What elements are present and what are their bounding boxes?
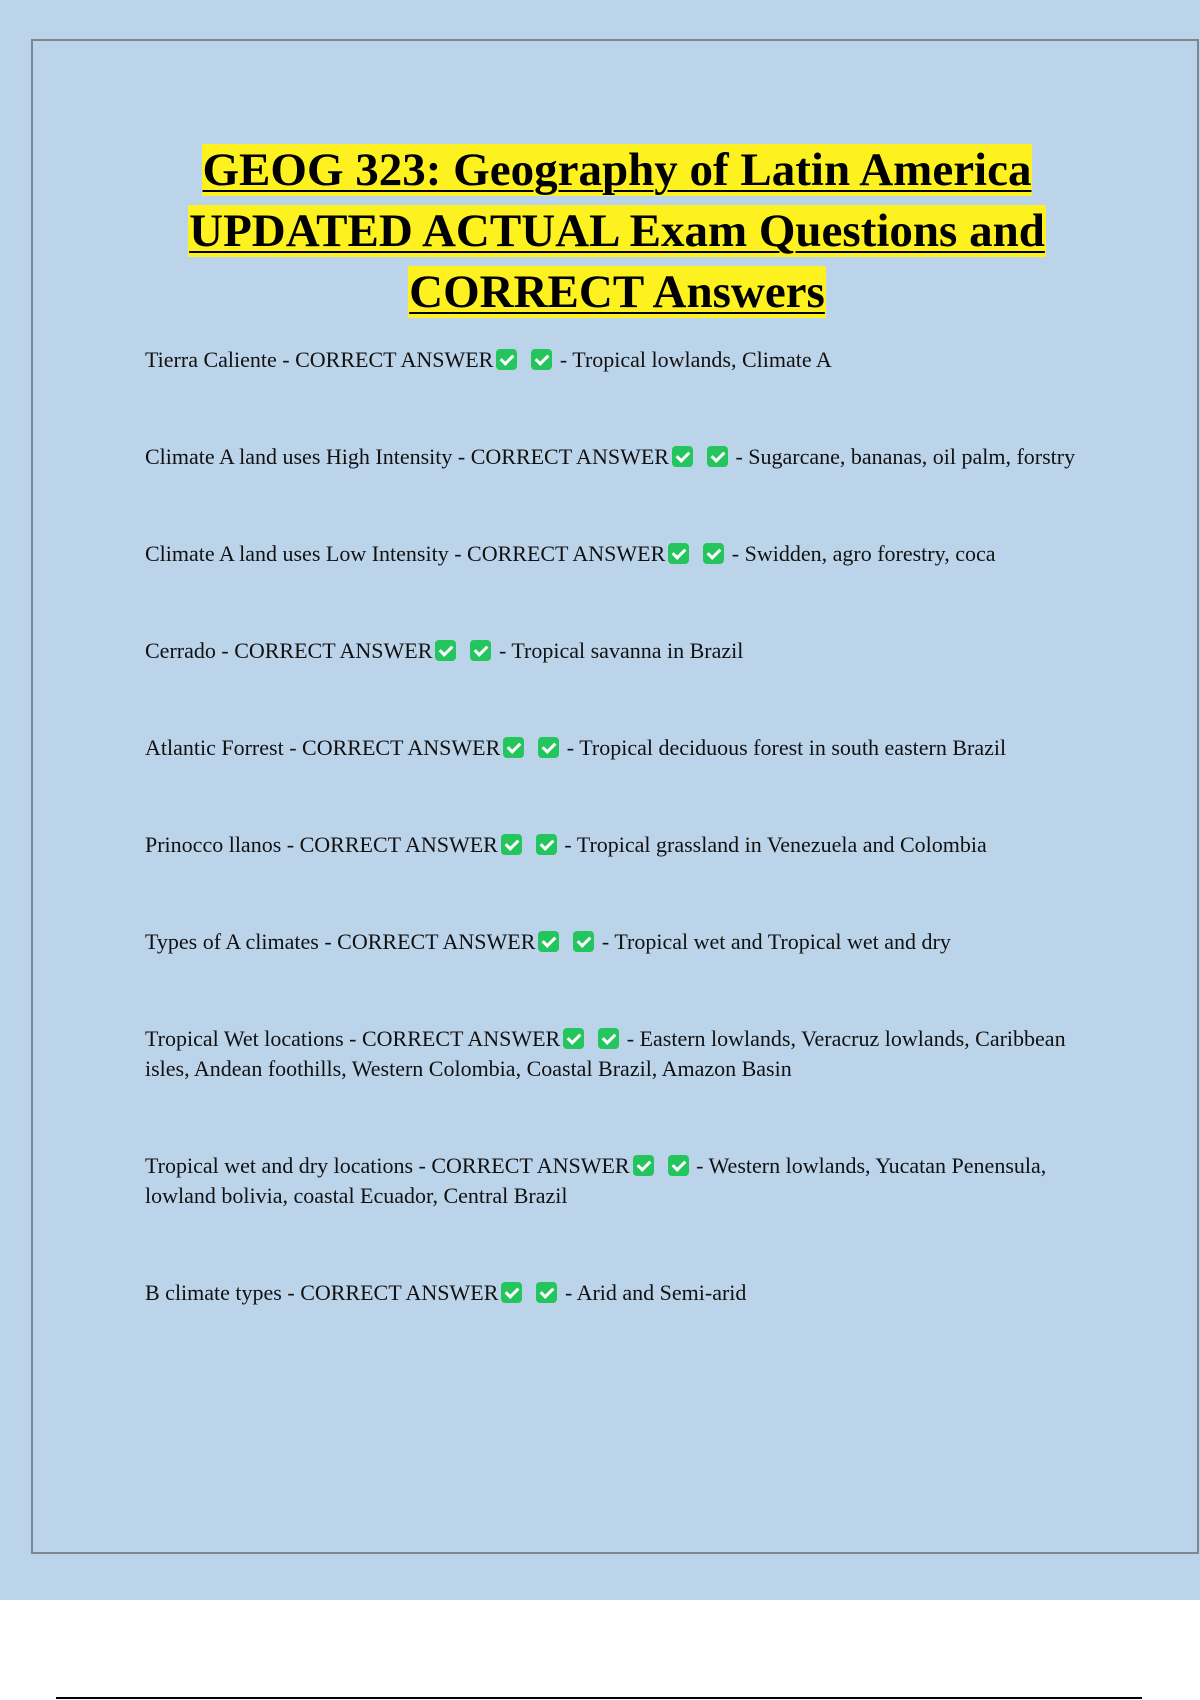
bottom-rule bbox=[56, 1697, 1142, 1699]
correct-answer-marker: CORRECT ANSWER bbox=[467, 541, 666, 566]
correct-answer-marker: CORRECT ANSWER bbox=[300, 1280, 499, 1305]
check-icon bbox=[573, 931, 594, 952]
document-title bbox=[0, 140, 1200, 323]
check-icon bbox=[503, 737, 524, 758]
qa-list bbox=[145, 345, 1095, 1308]
qa-term: Tropical Wet locations bbox=[145, 1026, 344, 1051]
qa-item: Climate A land uses Low Intensity - CORRECT ANSWER - Swidden, agro forestry, coca bbox=[145, 541, 996, 566]
title-line-3: CORRECT Answers bbox=[409, 266, 825, 318]
qa-item: Prinocco llanos - CORRECT ANSWER - Tropical grassland in Venezuela and Colombia bbox=[145, 832, 987, 857]
check-icon bbox=[501, 1282, 522, 1303]
qa-term: Prinocco llanos bbox=[145, 832, 282, 857]
check-icon bbox=[672, 446, 693, 467]
check-icon bbox=[668, 1155, 689, 1176]
qa-answer: Swidden, agro forestry, coca bbox=[744, 541, 996, 566]
check-icon bbox=[633, 1155, 654, 1176]
check-icon bbox=[501, 834, 522, 855]
qa-item: Cerrado - CORRECT ANSWER - Tropical savanna in Brazil bbox=[145, 638, 744, 663]
qa-answer: Tropical deciduous forest in south eastern Brazil bbox=[579, 735, 1007, 760]
correct-answer-marker: CORRECT ANSWER bbox=[295, 347, 494, 372]
qa-item: Atlantic Forrest - CORRECT ANSWER - Tropical deciduous forest in south eastern Brazil bbox=[145, 735, 1007, 760]
check-icon bbox=[703, 543, 724, 564]
qa-item: Tropical wet and dry locations - CORRECT ANSWER - Western lowlands, Yucatan Penensula, lowland bolivia, coastal Ecuador, Central Brazil bbox=[145, 1153, 1047, 1208]
qa-item: B climate types - CORRECT ANSWER - Arid and Semi-arid bbox=[145, 1280, 747, 1305]
qa-answer: Western lowlands, Yucatan Penensula, lowland bolivia, coastal Ecuador, Central Brazil bbox=[145, 1153, 1047, 1208]
qa-term: Climate A land uses High Intensity bbox=[145, 444, 453, 469]
check-icon bbox=[536, 834, 557, 855]
qa-answer: Tropical wet and Tropical wet and dry bbox=[614, 929, 951, 954]
correct-answer-marker: CORRECT ANSWER bbox=[234, 638, 433, 663]
correct-answer-marker: CORRECT ANSWER bbox=[361, 1026, 561, 1051]
title-line-2: UPDATED ACTUAL Exam Questions and bbox=[189, 205, 1045, 257]
qa-answer: Arid and Semi-arid bbox=[576, 1280, 747, 1305]
qa-term: B climate types bbox=[145, 1280, 282, 1305]
qa-item: Tierra Caliente - CORRECT ANSWER - Tropical lowlands, Climate A bbox=[145, 347, 832, 372]
qa-term: Tierra Caliente bbox=[145, 347, 277, 372]
correct-answer-marker: CORRECT ANSWER bbox=[431, 1153, 630, 1178]
qa-term: Types of A climates bbox=[145, 929, 319, 954]
check-icon bbox=[707, 446, 728, 467]
check-icon bbox=[435, 640, 456, 661]
correct-answer-marker: CORRECT ANSWER bbox=[337, 929, 536, 954]
check-icon bbox=[536, 1282, 557, 1303]
qa-answer: Tropical savanna in Brazil bbox=[511, 638, 744, 663]
qa-answer: Tropical grassland in Venezuela and Colombia bbox=[576, 832, 987, 857]
correct-answer-marker: CORRECT ANSWER bbox=[302, 735, 501, 760]
qa-answer: Sugarcane, bananas, oil palm, forstry bbox=[748, 444, 1076, 469]
title-line-1: GEOG 323: Geography of Latin America bbox=[202, 144, 1032, 196]
correct-answer-marker: CORRECT ANSWER bbox=[470, 444, 669, 469]
qa-item: Climate A land uses High Intensity - CORRECT ANSWER - Sugarcane, bananas, oil palm, forstry bbox=[145, 444, 1076, 469]
qa-term: Climate A land uses Low Intensity bbox=[145, 541, 449, 566]
check-icon bbox=[563, 1028, 584, 1049]
qa-answer: Eastern lowlands, Veracruz lowlands, Caribbean isles, Andean foothills, Western Colombia, Coastal Brazil, Amazon Basin bbox=[145, 1026, 1066, 1081]
qa-answer: Tropical lowlands, Climate A bbox=[572, 347, 832, 372]
qa-term: Atlantic Forrest bbox=[145, 735, 284, 760]
qa-term: Tropical wet and dry locations bbox=[145, 1153, 414, 1178]
check-icon bbox=[470, 640, 491, 661]
check-icon bbox=[538, 737, 559, 758]
check-icon bbox=[598, 1028, 619, 1049]
check-icon bbox=[496, 349, 517, 370]
correct-answer-marker: CORRECT ANSWER bbox=[299, 832, 498, 857]
check-icon bbox=[668, 543, 689, 564]
qa-item: Tropical Wet locations - CORRECT ANSWER - Eastern lowlands, Veracruz lowlands, Caribbean isles, Andean foothills, Western Colombia, Coastal Brazil, Amazon Basin bbox=[145, 1026, 1066, 1081]
check-icon bbox=[531, 349, 552, 370]
qa-term: Cerrado bbox=[145, 638, 216, 663]
check-icon bbox=[538, 931, 559, 952]
qa-item: Types of A climates - CORRECT ANSWER - Tropical wet and Tropical wet and dry bbox=[145, 929, 951, 954]
